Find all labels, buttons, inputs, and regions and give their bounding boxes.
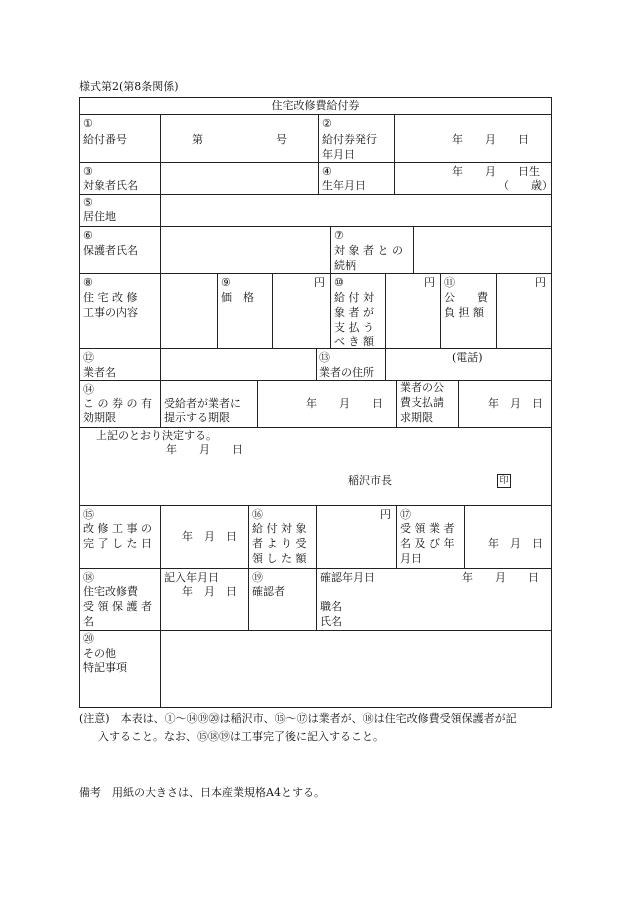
- f8-label-2: 工事の内容: [83, 306, 138, 319]
- remark: 備考 用紙の大きさは、日本産業規格A4とする。: [79, 786, 325, 799]
- note-line-2: 入すること。なお、⑮⑱⑲は工事完了後に記入すること。: [98, 730, 384, 743]
- f8-label-1: 住 宅 改 修: [83, 291, 138, 304]
- f12-number: ⑫: [83, 351, 94, 364]
- f16-label-1: 給 付 対 象: [252, 522, 307, 535]
- f14-claim-label-2: 費支払請: [400, 396, 444, 409]
- f18-number: ⑱: [83, 571, 94, 584]
- f11-label-1: 公 費: [444, 291, 488, 304]
- form-number-header: 様式第2(第8条関係): [79, 80, 179, 93]
- f14-label-2: 効期限: [83, 411, 116, 424]
- f18-label-3: 名: [83, 615, 94, 628]
- f11-label-2: 負 担 額: [444, 306, 484, 319]
- f1-label: 給付番号: [83, 133, 127, 146]
- f2-label-1: 給付券発行: [322, 133, 377, 146]
- f4-age: （ 歳）: [498, 179, 553, 192]
- f13-number: ⑬: [319, 351, 330, 364]
- f4-birthdate: 年 月 日生: [452, 165, 540, 178]
- f19-confirm-date-label: 確認年月日: [320, 571, 375, 584]
- f14-number: ⑭: [83, 383, 94, 396]
- f1-number: ①: [83, 117, 93, 130]
- f5-label: 居住地: [83, 210, 116, 223]
- f10-label-1: 給 付 対: [334, 291, 374, 304]
- f10-label-2: 象 者 が: [334, 306, 374, 319]
- f13-label: 業者の住所: [319, 366, 374, 379]
- f15-date: 年 月 日: [182, 530, 237, 543]
- f14-label-1: こ の 券 の 有: [83, 397, 152, 410]
- f17-label-1: 受 領 業 者: [400, 522, 455, 535]
- f4-number: ④: [322, 165, 332, 178]
- f3-label: 対象者氏名: [83, 179, 138, 192]
- f12-label: 業者名: [83, 366, 116, 379]
- f16-label-3: 領 し た 額: [252, 552, 307, 565]
- f11-yen: 円: [535, 276, 546, 289]
- f16-label-2: 者 よ り 受: [252, 537, 307, 550]
- f3-number: ③: [83, 165, 93, 178]
- f14-present-label-1: 受給者が業者に: [164, 397, 241, 410]
- f16-yen: 円: [380, 508, 391, 521]
- note-line-1: (注意) 本表は、①～⑭⑲⑳は稲沢市、⑮～⑰は業者が、⑱は住宅改修費受領保護者が記: [79, 712, 517, 725]
- f2-date: 年 月 日: [452, 133, 529, 146]
- f14-claim-label-1: 業者の公: [400, 381, 444, 394]
- f9-number: ⑨: [221, 276, 231, 289]
- form-title: 住宅改修費給付券: [271, 99, 360, 112]
- f10-number: ⑩: [334, 276, 344, 289]
- f2-label-2: 年月日: [322, 148, 355, 161]
- f15-label-1: 改 修 工 事 の: [83, 522, 152, 535]
- f18-label-2: 受 領 保 護 者: [83, 600, 152, 613]
- f14-present-date: 年 月 日: [306, 397, 383, 410]
- decision-date: 年 月 日: [166, 443, 243, 456]
- f9-label: 価 格: [221, 291, 254, 304]
- decision-text: 上記のとおり決定する。: [96, 429, 217, 442]
- f6-number: ⑥: [83, 229, 93, 242]
- seal-mark: 印: [497, 474, 511, 488]
- f15-number: ⑮: [83, 508, 94, 521]
- f4-label: 生年月日: [322, 179, 366, 192]
- f15-label-2: 完 了 し た 日: [83, 537, 152, 550]
- f17-label-2: 名 及 び 年: [400, 537, 455, 550]
- f14-claim-date: 年 月 日: [488, 397, 543, 410]
- f18-label-1: 住宅改修費: [83, 585, 138, 598]
- f6-label: 保護者氏名: [83, 244, 138, 257]
- f17-label-3: 月日: [400, 552, 422, 565]
- f8-number: ⑧: [83, 276, 93, 289]
- f10-label-4: べ き 額: [334, 335, 374, 348]
- f19-title-label: 職名: [320, 600, 342, 613]
- f9-yen: 円: [314, 276, 325, 289]
- f18-entry-label: 記入年月日: [164, 571, 219, 584]
- f19-name-label: 氏名: [320, 615, 342, 628]
- f7-number: ⑦: [334, 229, 344, 242]
- f19-number: ⑲: [252, 571, 263, 584]
- f7-label-2: 続柄: [334, 259, 356, 272]
- f10-yen: 円: [424, 276, 435, 289]
- f18-entry-date: 年 月 日: [182, 585, 237, 598]
- f1-go: 号: [276, 133, 287, 146]
- f19-confirm-date: 年 月 日: [462, 571, 539, 584]
- f20-label-1: その他: [83, 647, 116, 660]
- f10-label-3: 支 払 う: [334, 321, 374, 334]
- f17-number: ⑰: [400, 508, 411, 521]
- f20-number: ⑳: [83, 632, 94, 645]
- f17-date: 年 月 日: [488, 537, 543, 550]
- f13-phone: (電話): [452, 351, 483, 364]
- f7-label-1: 対 象 者 と の: [334, 244, 403, 257]
- f16-number: ⑯: [252, 508, 263, 521]
- f11-number: ⑪: [444, 276, 455, 289]
- f14-present-label-2: 提示する期限: [164, 411, 230, 424]
- f20-label-2: 特記事項: [83, 661, 127, 674]
- f5-number: ⑤: [83, 196, 93, 209]
- f2-number: ②: [322, 117, 332, 130]
- f1-dai: 第: [192, 133, 203, 146]
- f14-claim-label-3: 求期限: [400, 411, 433, 424]
- f19-label: 確認者: [252, 585, 285, 598]
- mayor-title: 稲沢市長: [348, 474, 392, 487]
